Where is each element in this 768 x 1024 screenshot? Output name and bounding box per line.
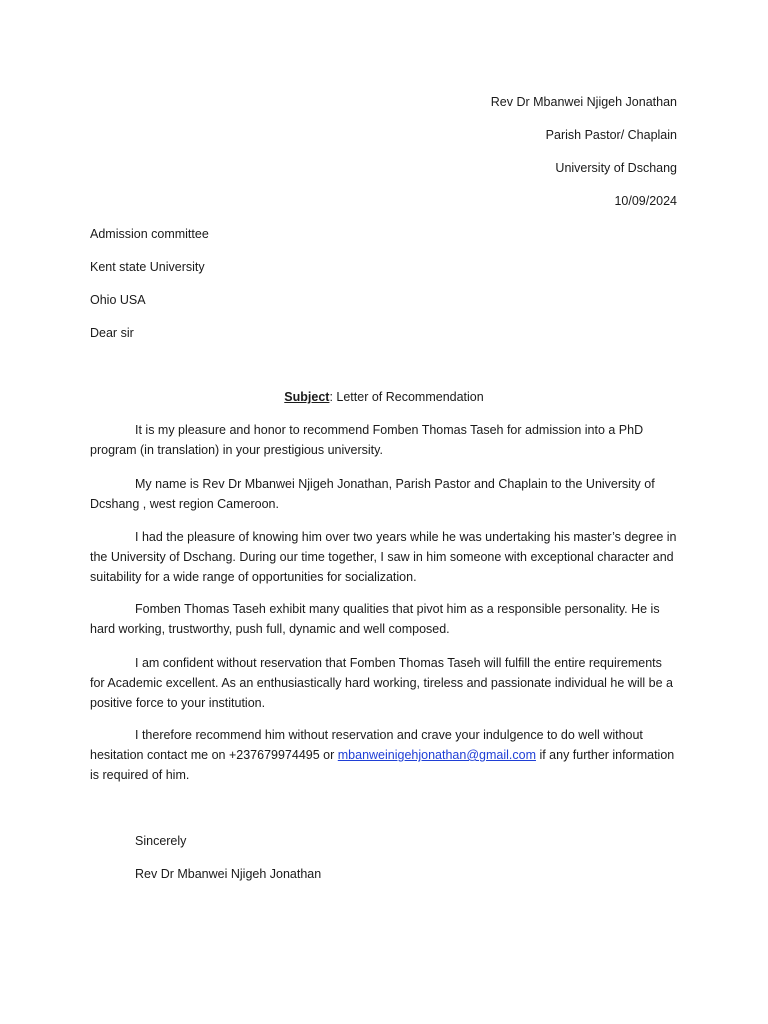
sender-name: Rev Dr Mbanwei Njigeh Jonathan [490, 95, 677, 109]
subject-label: Subject [284, 390, 330, 404]
recipient-line-3: Ohio USA [90, 293, 146, 307]
paragraph-1: It is my pleasure and honor to recommend Fomben Thomas Taseh for admission into a PhD program (in translation) in your prestigious university. [90, 423, 644, 457]
paragraph-6-text-before: I therefore recommend him without reservation and crave your indulgence to do well without hesitation contact me on +237679974495 or [90, 728, 643, 762]
subject-text: Letter of Recommendation [332, 390, 484, 404]
subject-colon: : [329, 390, 333, 404]
paragraph-3: I had the pleasure of knowing him over two years while he was undertaking his master’s degree in the University of Dschang. During our time together, I saw in him someone with exceptional character and suitability for a wide range of opportunities for socialization. [90, 530, 677, 584]
paragraph-4: Fomben Thomas Taseh exhibit many qualities that pivot him as a responsible personality. He is hard working, trustworthy, push full, dynamic and well composed. [90, 602, 660, 636]
paragraph-5: I am confident without reservation that Fomben Thomas Taseh will fulfill the entire requirements for Academic excellent. As an enthusiastically hard working, tireless and passionate individual he will be a positive force to your institution. [90, 656, 673, 710]
sender-institution: University of Dschang [555, 161, 677, 175]
recipient-line-1: Admission committee [90, 227, 209, 241]
salutation: Dear sir [90, 326, 134, 340]
paragraph-2: My name is Rev Dr Mbanwei Njigeh Jonathan, Parish Pastor and Chaplain to the University of Dcshang , west region Cameroon. [90, 477, 655, 511]
email-link[interactable]: mbanweinigehjonathan@gmail.com [337, 748, 536, 762]
sender-title: Parish Pastor/ Chaplain [545, 128, 677, 142]
paragraph-6-text-after: if any further information is required of him. [90, 748, 675, 782]
recipient-line-2: Kent state University [90, 260, 205, 274]
subject-line [0, 389, 768, 405]
signature-name: Rev Dr Mbanwei Njigeh Jonathan [135, 867, 322, 881]
letter-date: 10/09/2024 [614, 194, 677, 208]
paragraph-6 [90, 725, 678, 785]
valediction: Sincerely [135, 834, 187, 848]
